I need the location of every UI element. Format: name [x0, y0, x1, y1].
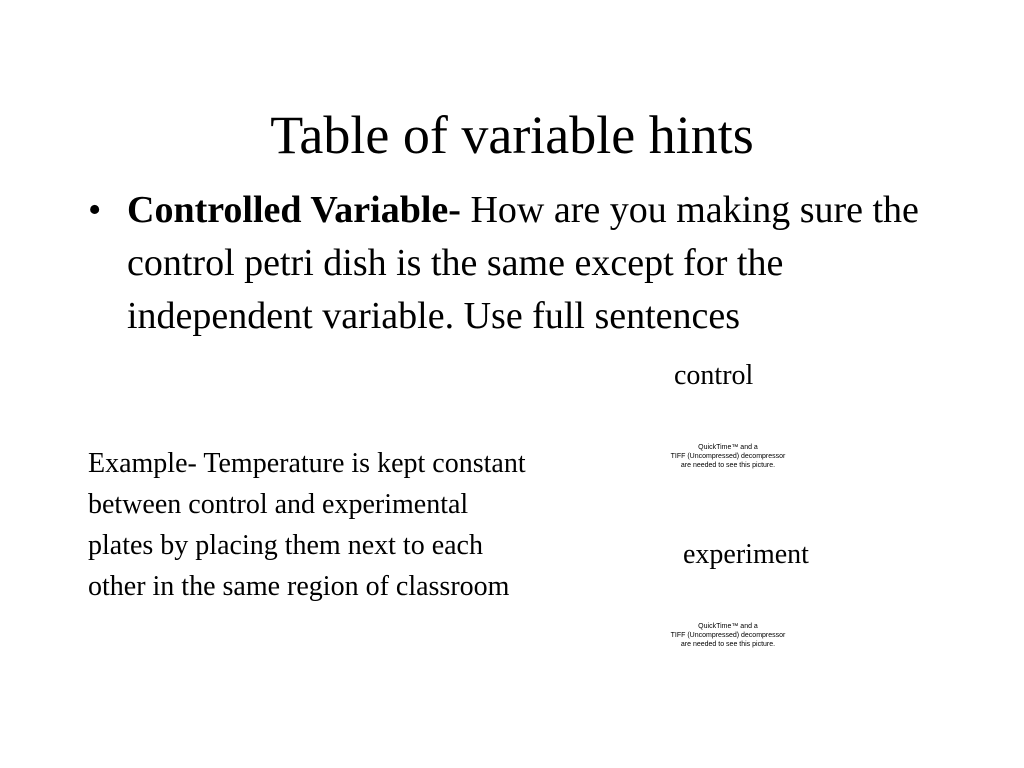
bullet-term: Controlled Variable-: [127, 189, 461, 231]
slide-title: Table of variable hints: [270, 105, 754, 165]
placeholder-line: TIFF (Uncompressed) decompressor: [670, 632, 786, 639]
control-caption: control: [674, 360, 754, 391]
experiment-caption: experiment: [683, 539, 809, 570]
example-text: Example- Temperature is kept constant between control and experimental plates by placing them next to each other in the same region of classroom: [88, 448, 526, 602]
placeholder-line: QuickTime™ and a: [698, 623, 758, 630]
image-placeholder-experiment: [618, 622, 838, 649]
image-placeholder-control: [618, 443, 838, 470]
bullet-icon: •: [88, 189, 102, 231]
bullet-item: [88, 184, 968, 343]
placeholder-line: are needed to see this picture.: [680, 641, 776, 648]
placeholder-line: are needed to see this picture.: [680, 462, 776, 469]
placeholder-line: TIFF (Uncompressed) decompressor: [670, 453, 786, 460]
bullet-text: [127, 184, 968, 343]
placeholder-line: QuickTime™ and a: [698, 444, 758, 451]
bullet-description: How are you making sure the control petri dish is the same except for the independent variable. Use full sentences: [127, 189, 919, 337]
